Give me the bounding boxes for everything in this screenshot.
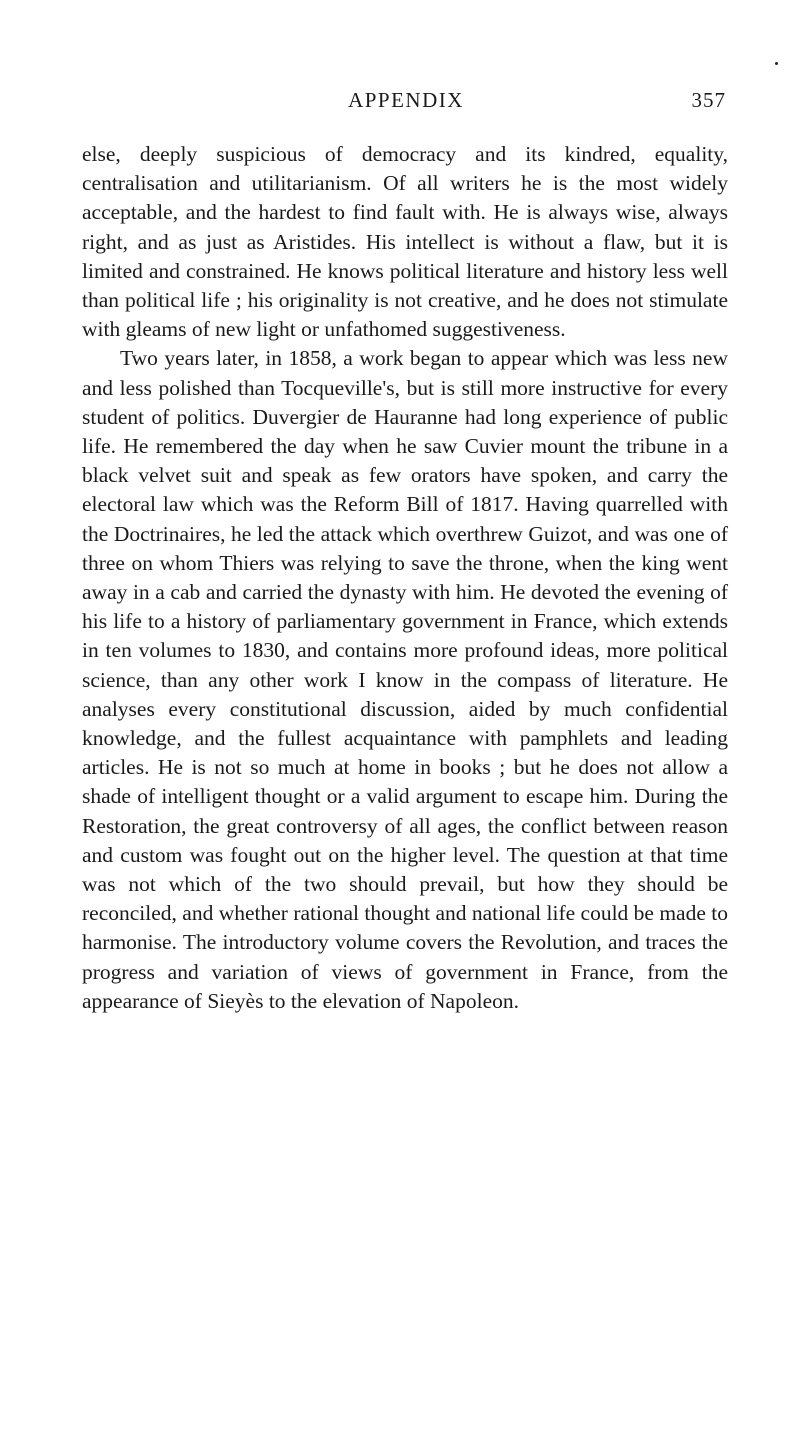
page-header [82,88,730,120]
running-head: APPENDIX [348,88,464,112]
paragraph-duvergier: Two years later, in 1858, a work began to appear which was less new and less polished than Tocqueville's, but is still more instructive for every student of politics. Duvergier de Hauranne had long experience of public life. He remembered the day when he saw Cuvier mount the tribune in a black velvet suit and speak as few orators have spoken, and carry the electoral law which was the Reform Bill of 1817. Having quarrelled with the Doctrinaires, he led the attack which overthrew Guizot, and was one of three on whom Thiers was relying to save the throne, when the king went away in a cab and carried the dynasty with him. He devoted the evening of his life to a history of parliamentary government in France, which extends in ten volumes to 1830, and contains more profound ideas, more political science, than any other work I know in the compass of literature. He analyses every constitutional discussion, aided by much confidential knowledge, and the fullest acquaintance with pamphlets and leading articles. He is not so much at home in books ; but he does not allow a shade of intelligent thought or a valid argument to escape him. During the Restoration, the great controversy of all ages, the conflict between reason and custom was fought out on the higher level. The question at that time was not which of the two should prevail, but how they should be reconciled, and whether rational thought and national life could be made to harmonise. The introductory volume covers the Revolution, and traces the progress and variation of views of government in France, from the appearance of Sieyès to the elevation of Napoleon. [82,346,728,1013]
page-number: 357 [691,88,726,112]
body-text [82,140,728,1016]
paragraph-continued: else, deeply suspicious of democracy and its kindred, equality, centralisation and utilitarianism. Of all writers he is the most widely acceptable, and the hardest to find fault with. He is always wise, always right, and as just as Aristides. His intellect is without a flaw, but it is limited and constrained. He knows political literature and history less well than political life ; his originality is not creative, and he does not stimulate with gleams of new light or unfathomed suggestiveness. [82,142,728,342]
print-speck [775,62,778,65]
